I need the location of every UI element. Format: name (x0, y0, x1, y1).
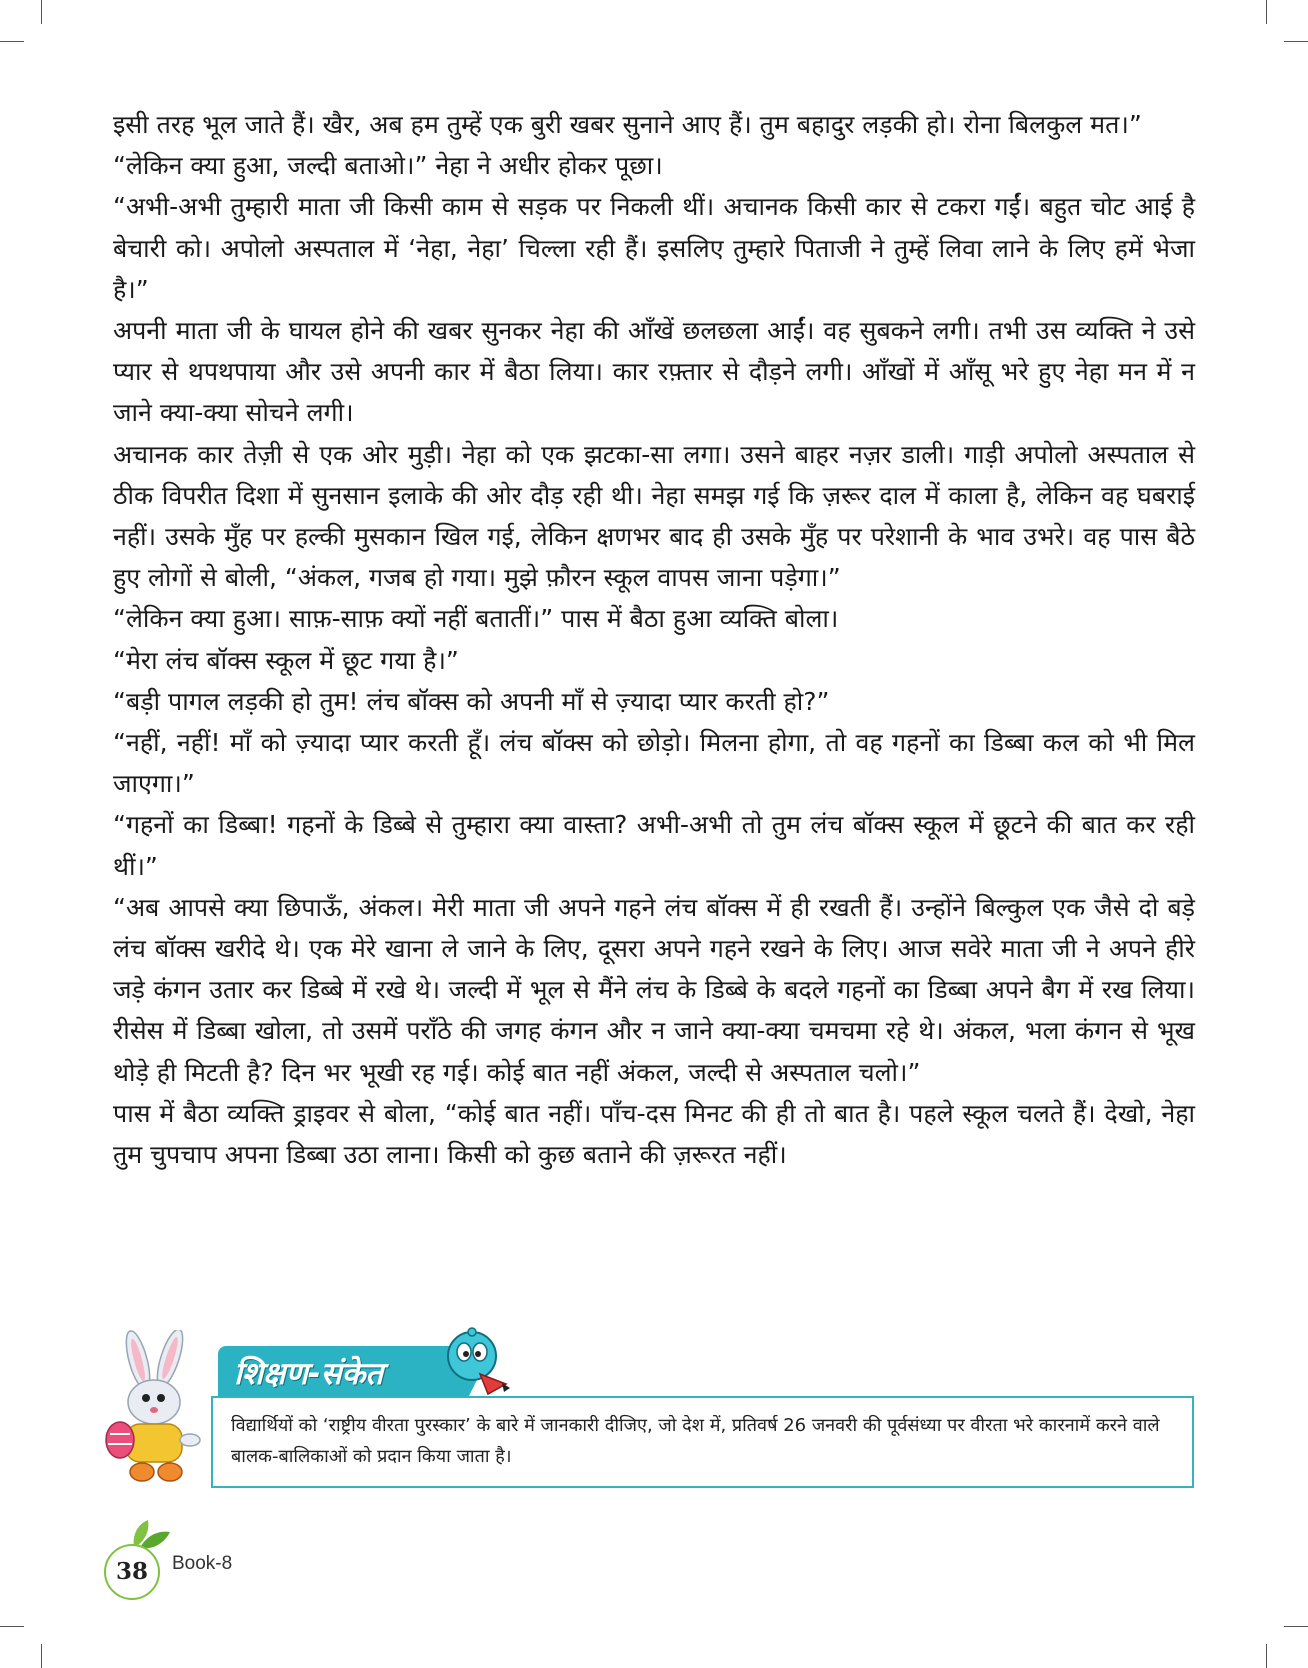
story-paragraph: “मेरा लंच बॉक्स स्कूल में छूट गया है।” (113, 645, 459, 675)
story-paragraph: अचानक कार तेज़ी से एक ओर मुड़ी। नेहा को एक झटका-सा लगा। उसने बाहर नज़र डाली। गाड़ी अपोलो अस्पताल से ठीक विपरीत दिशा में सुनसान इलाके की ओर दौड़ रही थी। नेहा समझ गई कि ज़रूर दाल में काला है, लेकिन वह घबराई नहीं। उसके मुँह पर हल्की मुसकान खिल गई, लेकिन क्षणभर बाद ही उसके मुँह पर परेशानी के भाव उभरे। वह पास बैठे हुए लोगों से बोली, “अंकल, गजब हो गया। मुझे फ़ौरन स्कूल वापस जाना पड़ेगा।” (113, 439, 1195, 593)
crop-mark (0, 1626, 24, 1627)
crop-mark (0, 41, 24, 42)
story-paragraph: “बड़ी पागल लड़की हो तुम! लंच बॉक्स को अपनी माँ से ज़्यादा प्यार करती हो?” (113, 686, 830, 716)
teaching-note-header (218, 1346, 468, 1398)
story-paragraph: “लेकिन क्या हुआ, जल्दी बताओ।” नेहा ने अधीर होकर पूछा। (113, 151, 663, 181)
story-paragraph: इसी तरह भूल जाते हैं। खैर, अब हम तुम्हें एक बुरी खबर सुनाने आए हैं। तुम बहादुर लड़की हो। रोना बिलकुल मत।” (113, 110, 1142, 139)
story-paragraph: “नहीं, नहीं! माँ को ज़्यादा प्यार करती हूँ। लंच बॉक्स को छोड़ो। मिलना होगा, तो वह गहनों का डिब्बा कल को भी मिल जाएगा।” (113, 728, 1195, 799)
story-paragraph: “अब आपसे क्या छिपाऊँ, अंकल। मेरी माता जी अपने गहने लंच बॉक्स में ही रखती हैं। उन्होंने बिल्कुल एक जैसे दो बड़े लंच बॉक्स खरीदे थे। एक मेरे खाना ले जाने के लिए, दूसरा अपने गहने रखने के लिए। आज सवेरे माता जी ने अपने हीरे जड़े कंगन उतार कर डिब्बे में रखे थे। जल्दी में भूल से मैंने लंच के डिब्बे के बदले गहनों का डिब्बा अपने बैग में रख लिया। रीसेस में डिब्बा खोला, तो उसमें पराँठे की जगह कंगन और न जाने क्या-क्या चमचमा रहे थे। अंकल, भला कंगन से भूख थोड़े ही मिटती है? दिन भर भूखी रह गई। कोई बात नहीं अंकल, जल्दी से अस्पताल चलो।” (113, 892, 1195, 1087)
crop-mark (1266, 1644, 1267, 1668)
book-label: Book-8 (172, 1553, 233, 1574)
teaching-note-box (211, 1396, 1194, 1488)
story-paragraph: “अभी-अभी तुम्हारी माता जी किसी काम से सड़क पर निकली थीं। अचानक किसी कार से टकरा गईं। बहुत चोट आई है बेचारी को। अपोलो अस्पताल में ‘नेहा, नेहा’ चिल्ला रही हैं। इसलिए तुम्हारे पिताजी ने तुम्हें लिवा लाने के लिए हमें भेजा है।” (113, 192, 1195, 304)
story-paragraph: अपनी माता जी के घायल होने की खबर सुनकर नेहा की आँखें छलछला आईं। वह सुबकने लगी। तभी उस व्यक्ति ने उसे प्यार से थपथपाया और उसे अपनी कार में बैठा लिया। कार रफ़्तार से दौड़ने लगी। आँखों में आँसू भरे हुए नेहा मन में न जाने क्या-क्या सोचने लगी। (113, 316, 1195, 428)
page-number: 38 (104, 1544, 160, 1600)
crop-mark (1284, 41, 1308, 42)
teaching-note-title: शिक्षण-संकेत (234, 1356, 384, 1392)
teaching-note-text: विद्यार्थियों को ‘राष्ट्रीय वीरता पुरस्कार’ के बारे में जानकारी दीजिए, जो देश में, प्रतिवर्ष 26 जनवरी की पूर्वसंध्या पर वीरता भरे कारनामें करने वाले बालक-बालिकाओं को प्रदान किया जाता है। (231, 1415, 1160, 1467)
story-paragraph: “गहनों का डिब्बा! गहनों के डिब्बे से तुम्हारा क्या वास्ता? अभी-अभी तो तुम लंच बॉक्स स्कूल में छूटने की बात कर रही थीं।” (113, 810, 1195, 881)
story-text (113, 104, 1195, 1175)
rabbit-mascot-icon (98, 1330, 208, 1490)
story-paragraph: “लेकिन क्या हुआ। साफ़-साफ़ क्यों नहीं बतातीं।” पास में बैठा हुआ व्यक्ति बोला। (113, 604, 839, 634)
story-paragraph: पास में बैठा व्यक्ति ड्राइवर से बोला, “कोई बात नहीं। पाँच-दस मिनट की ही तो बात है। पहले स्कूल चलते हैं। देखो, नेहा तुम चुपचाप अपना डिब्बा उठा लाना। किसी को कुछ बताने की ज़रूरत नहीं। (113, 1098, 1195, 1170)
crop-mark (41, 0, 42, 24)
pencil-mascot-icon (440, 1326, 512, 1400)
crop-mark (41, 1644, 42, 1668)
crop-mark (1266, 0, 1267, 24)
crop-mark (1284, 1626, 1308, 1627)
